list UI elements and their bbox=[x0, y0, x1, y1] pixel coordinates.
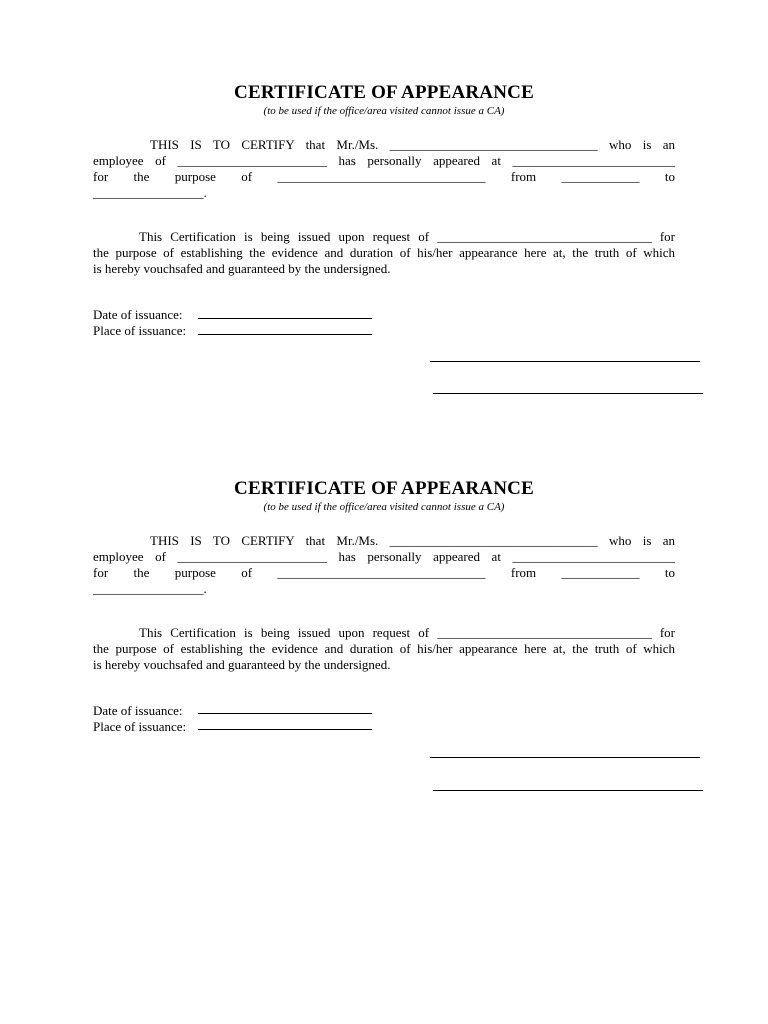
certify-paragraph bbox=[93, 533, 675, 597]
issuance-block bbox=[93, 703, 186, 735]
certify-line-4: _________________. bbox=[93, 185, 207, 200]
place-of-issuance-line[interactable] bbox=[198, 334, 372, 335]
place-of-issuance-line[interactable] bbox=[198, 729, 372, 730]
position-line[interactable] bbox=[433, 393, 703, 394]
certify-line-3: for the purpose of ________________________________ from ____________ to bbox=[93, 169, 675, 184]
place-of-issuance-label: Place of issuance: bbox=[93, 323, 187, 338]
certificate-subtitle: (to be used if the office/area visited cannot issue a CA) bbox=[263, 105, 505, 117]
certify-line-1: THIS IS TO CERTIFY that Mr./Ms. ________________________________ who is an bbox=[150, 533, 675, 548]
certify-line-2: employee of _______________________ has personally appeared at _________________________ bbox=[93, 153, 675, 168]
request-line-1: This Certification is being issued upon request of _________________________________ for bbox=[139, 229, 675, 244]
request-paragraph bbox=[93, 229, 675, 277]
date-of-issuance-line[interactable] bbox=[198, 713, 372, 714]
certify-paragraph bbox=[93, 137, 675, 201]
request-paragraph bbox=[93, 625, 675, 673]
certificate-subtitle: (to be used if the office/area visited cannot issue a CA) bbox=[263, 501, 505, 513]
signature-line[interactable] bbox=[430, 757, 700, 758]
issuance-block bbox=[93, 307, 186, 339]
certify-line-2: employee of _______________________ has personally appeared at _________________________ bbox=[93, 549, 675, 564]
certify-line-1: THIS IS TO CERTIFY that Mr./Ms. ________________________________ who is an bbox=[150, 137, 675, 152]
certificate-1 bbox=[0, 0, 768, 395]
request-line-1: This Certification is being issued upon request of _________________________________ for bbox=[139, 625, 675, 640]
signature-line[interactable] bbox=[430, 361, 700, 362]
certificate-title: CERTIFICATE OF APPEARANCE bbox=[234, 478, 534, 499]
request-line-2: the purpose of establishing the evidence and duration of his/her appearance here at, the truth of which bbox=[93, 641, 675, 656]
request-line-3: is hereby vouchsafed and guaranteed by the undersigned. bbox=[93, 657, 391, 672]
date-of-issuance-label: Date of issuance: bbox=[93, 703, 183, 718]
date-of-issuance-line[interactable] bbox=[198, 318, 372, 319]
request-line-3: is hereby vouchsafed and guaranteed by the undersigned. bbox=[93, 261, 391, 276]
request-line-2: the purpose of establishing the evidence and duration of his/her appearance here at, the truth of which bbox=[93, 245, 675, 260]
date-of-issuance-label: Date of issuance: bbox=[93, 307, 183, 322]
place-of-issuance-label: Place of issuance: bbox=[93, 719, 187, 734]
position-line[interactable] bbox=[433, 790, 703, 791]
certify-line-4: _________________. bbox=[93, 581, 207, 596]
certificate-title: CERTIFICATE OF APPEARANCE bbox=[234, 82, 534, 103]
certificate-2 bbox=[0, 396, 768, 791]
certify-line-3: for the purpose of ________________________________ from ____________ to bbox=[93, 565, 675, 580]
